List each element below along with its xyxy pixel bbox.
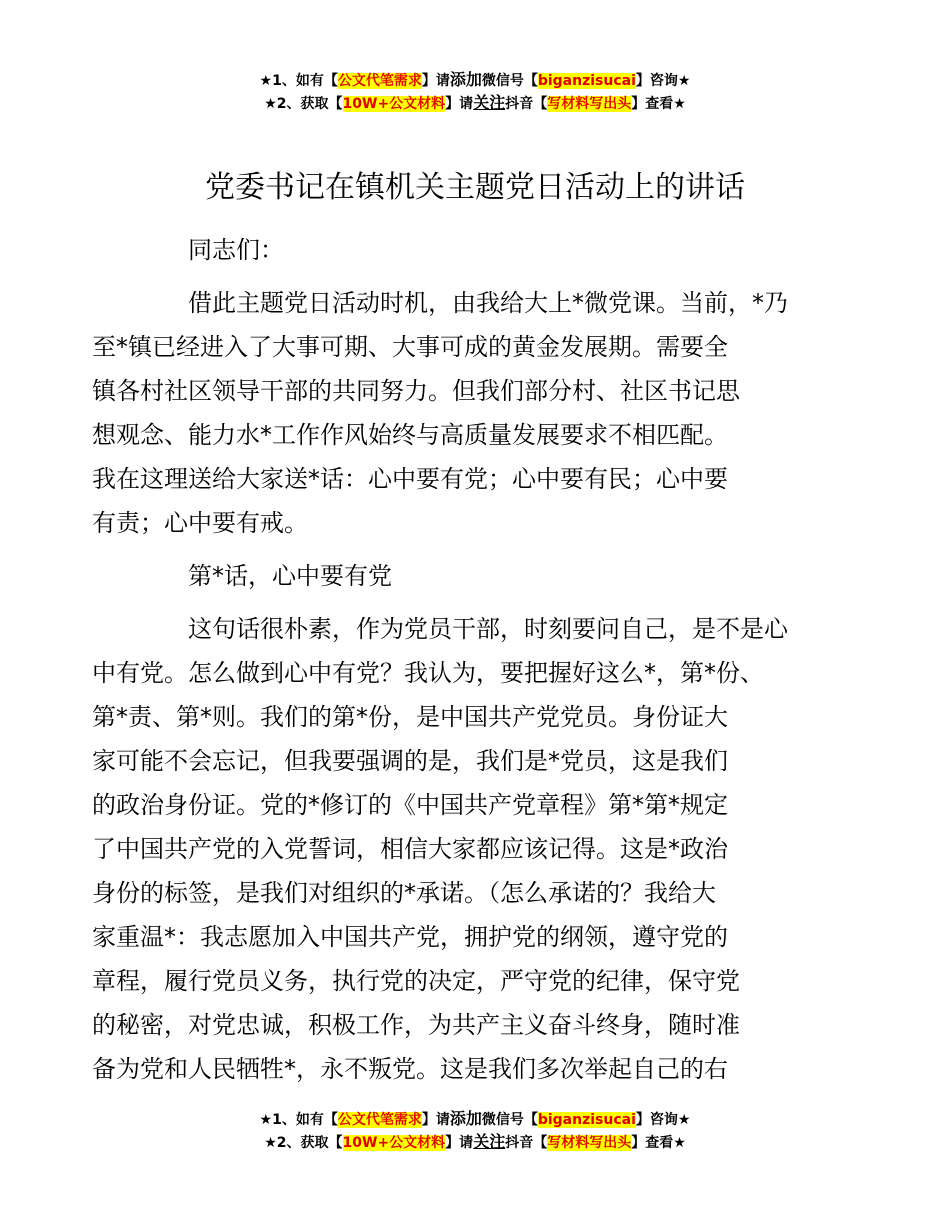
paragraph [92, 281, 820, 545]
banner-text: 】咨询★ [635, 73, 691, 89]
paragraph-line: 有责；心中要有戒。 [92, 509, 308, 537]
banner-highlight: 公文代笔需求 [337, 73, 422, 89]
banner-line-1 [0, 69, 950, 92]
paragraph [140, 228, 820, 272]
banner-text: ★1、如有【 [259, 73, 338, 89]
paragraph-line: 中有党。怎么做到心中有党？我认为，要把握好这么*，第*份、 [92, 659, 764, 687]
paragraph-line: 同志们： [188, 236, 284, 264]
banner-text: 抖音【 [505, 96, 548, 112]
banner-emphasis: 添加 [449, 70, 482, 89]
paragraph-line: 借此主题党日活动时机，由我给大上*微党课。当前，*乃 [188, 289, 788, 317]
paragraph-line: 想观念、能力水*工作作风始终与高质量发展要求不相匹配。 [92, 421, 728, 449]
paragraph-line: 了中国共产党的入党誓词，相信大家都应该记得。这是*政治 [92, 835, 728, 863]
banner-text: 】请 [445, 96, 474, 112]
paragraph [92, 607, 820, 1091]
paragraph-line: 至*镇已经进入了大事可期、大事可成的黄金发展期。需要全 [92, 333, 728, 361]
banner-text: ★2、获取【 [264, 1135, 343, 1151]
banner-line-2 [0, 1131, 950, 1154]
banner-line-1 [0, 1108, 950, 1131]
banner-highlight: 写材料写出头 [547, 96, 632, 112]
banner-highlight: 公文代笔需求 [337, 1112, 422, 1128]
paragraph-line: 家可能不会忘记，但我要强调的是，我们是*党员，这是我们 [92, 747, 728, 775]
paragraph [140, 554, 820, 598]
paragraph-line: 第*话，心中要有党 [188, 562, 392, 590]
banner-text: 】请 [421, 1112, 450, 1128]
paragraph-line: 第*责、第*则。我们的第*份，是中国共产党党员。身份证大 [92, 703, 728, 731]
footer-banner [0, 1108, 950, 1154]
header-banner [0, 69, 950, 115]
banner-text: 】查看★ [631, 1135, 686, 1151]
banner-highlight: 写材料写出头 [547, 1135, 632, 1151]
paragraph-line: 我在这理送给大家送*话：心中要有党；心中要有民；心中要 [92, 465, 728, 493]
banner-text: ★2、获取【 [264, 96, 343, 112]
paragraph-line: 身份的标签，是我们对组织的*承诺。（怎么承诺的？我给大 [92, 879, 716, 907]
document-title: 党委书记在镇机关主题党日活动上的讲话 [205, 170, 745, 205]
banner-emphasis: 关注 [473, 1132, 506, 1151]
paragraph-line: 章程，履行党员义务，执行党的决定，严守党的纪律，保守党 [92, 967, 740, 995]
banner-text: 微信号【 [481, 1112, 538, 1128]
banner-highlight: biganzisucai [537, 1112, 636, 1128]
banner-text: 微信号【 [481, 73, 538, 89]
banner-emphasis: 关注 [473, 93, 506, 112]
banner-line-2 [0, 92, 950, 115]
paragraph-line: 备为党和人民牺牲*，永不叛党。这是我们多次举起自己的右 [92, 1055, 728, 1083]
banner-text: 抖音【 [505, 1135, 548, 1151]
banner-highlight: 10W+公文材料 [342, 1135, 446, 1151]
paragraph-line: 镇各村社区领导干部的共同努力。但我们部分村、社区书记思 [92, 377, 740, 405]
banner-text: 】请 [421, 73, 450, 89]
banner-text: 】咨询★ [635, 1112, 691, 1128]
document-body [92, 228, 820, 1100]
banner-text: 】查看★ [631, 96, 686, 112]
banner-emphasis: 添加 [449, 1109, 482, 1128]
banner-text: 】请 [445, 1135, 474, 1151]
paragraph-line: 的秘密，对党忠诚，积极工作，为共产主义奋斗终身，随时准 [92, 1011, 740, 1039]
banner-highlight: biganzisucai [537, 73, 636, 89]
paragraph-line: 这句话很朴素，作为党员干部，时刻要问自己，是不是心 [188, 615, 788, 643]
banner-highlight: 10W+公文材料 [342, 96, 446, 112]
paragraph-line: 的政治身份证。党的*修订的《中国共产党章程》第*第*规定 [92, 791, 728, 819]
paragraph-line: 家重温*：我志愿加入中国共产党，拥护党的纲领，遵守党的 [92, 923, 728, 951]
banner-text: ★1、如有【 [259, 1112, 338, 1128]
